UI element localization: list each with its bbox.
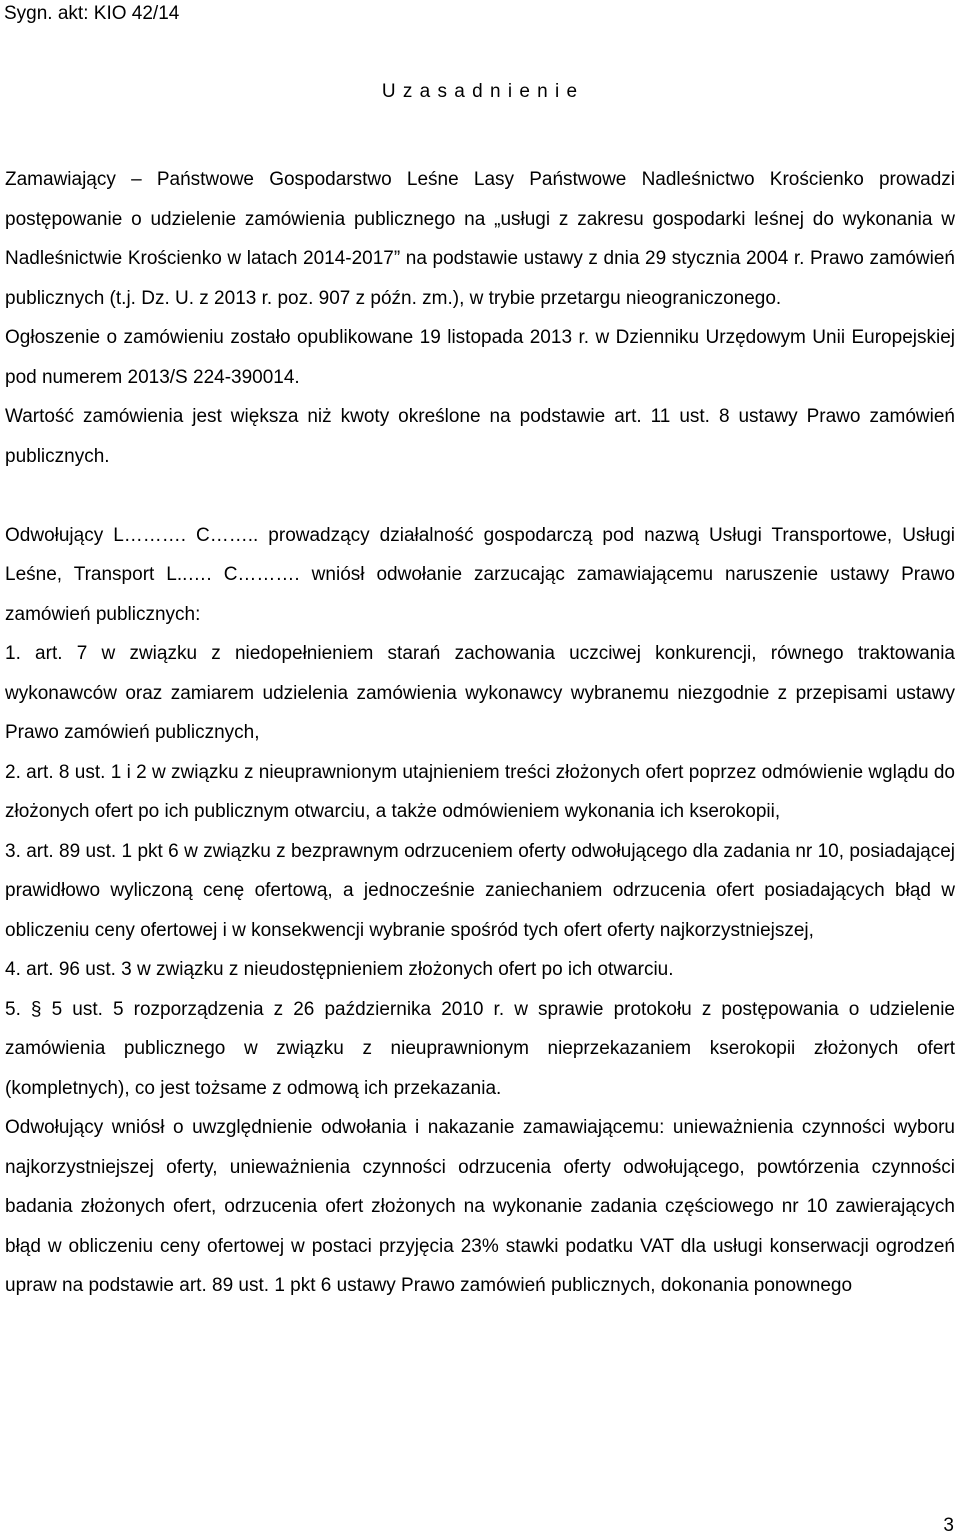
appeal-intro-paragraph: Odwołujący L………. C…….. prowadzący działalność gospodarczą pod nazwą Usługi Transportowe, Usługi Leśne, Transport L..…. C………. wniósł odwołanie zarzucając zamawiającemu naruszenie ustawy Prawo zamówień publicznych: xyxy=(5,524,955,625)
value-paragraph: Wartość zamówienia jest większa niż kwoty określone na podstawie art. 11 ust. 8 ustawy Prawo zamówień publicznych. xyxy=(5,406,955,467)
page-number: 3 xyxy=(943,1515,954,1536)
document-body xyxy=(5,160,955,1306)
allegation-item-4: 4. art. 96 ust. 3 w związku z nieudostępnieniem złożonych ofert po ich otwarciu. xyxy=(5,959,674,980)
document-title: U z a s a d n i e n i e xyxy=(381,81,579,102)
allegation-item-5: 5. § 5 ust. 5 rozporządzenia z 26 października 2010 r. w sprawie protokołu z postępowania o udzielenie zamówienia publicznego w związku z nieuprawnionym nieprzekazaniem kserokopii złożonych ofert (kompletnych), co jest tożsame z odmową ich przekazania. xyxy=(5,998,955,1099)
allegation-item-1: 1. art. 7 w związku z niedopełnieniem starań zachowania uczciwej konkurencji, równego traktowania wykonawców oraz zamiarem udzielenia zamówienia wykonawcy wybranemu niezgodnie z przepisami ustawy Prawo zamówień publicznych, xyxy=(5,643,955,743)
paragraph-gap xyxy=(5,476,955,516)
allegation-item-3: 3. art. 89 ust. 1 pkt 6 w związku z bezprawnym odrzuceniem oferty odwołującego dla zadania nr 10, posiadającej prawidłowo wyliczoną cenę ofertową, a jednocześnie zaniechaniem odrzucenia ofert posiadających błąd w obliczeniu ceny ofertowej i w konsekwencji wybranie spośród tych ofert oferty najkorzystniejszej, xyxy=(5,840,955,941)
announcement-paragraph: Ogłoszenie o zamówieniu zostało opublikowane 19 listopada 2013 r. w Dzienniku Urzędowym Unii Europejskiej pod numerem 2013/S 224-390014. xyxy=(5,327,955,388)
allegation-item-2: 2. art. 8 ust. 1 i 2 w związku z nieuprawnionym utajnieniem treści złożonych ofert poprzez odmówienie wglądu do złożonych ofert po ich publicznym otwarciu, a także odmówieniem wykonania ich kserokopii, xyxy=(5,761,955,822)
request-paragraph: Odwołujący wniósł o uwzględnienie odwołania i nakazanie zamawiającemu: unieważnienia czynności wyboru najkorzystniejszej oferty, unieważnienia czynności odrzucenia oferty odwołującego, powtórzenia czynności badania złożonych ofert, odrzucenia ofert złożonych na wykonanie zadania częściowego nr 10 zawierających błąd w obliczeniu ceny ofertowej w postaci przyjęcia 23% stawki podatku VAT dla usługi konserwacji ogrodzeń upraw na podstawie art. 89 ust. 1 pkt 6 ustawy Prawo zamówień publicznych, dokonania ponownego xyxy=(5,1117,955,1296)
intro-paragraph: Zamawiający – Państwowe Gospodarstwo Leśne Lasy Państwowe Nadleśnictwo Krościenko prowadzi postępowanie o udzielenie zamówienia publicznego na „usługi z zakresu gospodarki leśnej do wykonania w Nadleśnictwie Krościenko w latach 2014-2017” na podstawie ustawy z dnia 29 stycznia 2004 r. Prawo zamówień publicznych (t.j. Dz. U. z 2013 r. poz. 907 z późn. zm.), w trybie przetargu nieograniczonego. xyxy=(5,169,955,309)
case-signature: Sygn. akt: KIO 42/14 xyxy=(4,3,180,24)
